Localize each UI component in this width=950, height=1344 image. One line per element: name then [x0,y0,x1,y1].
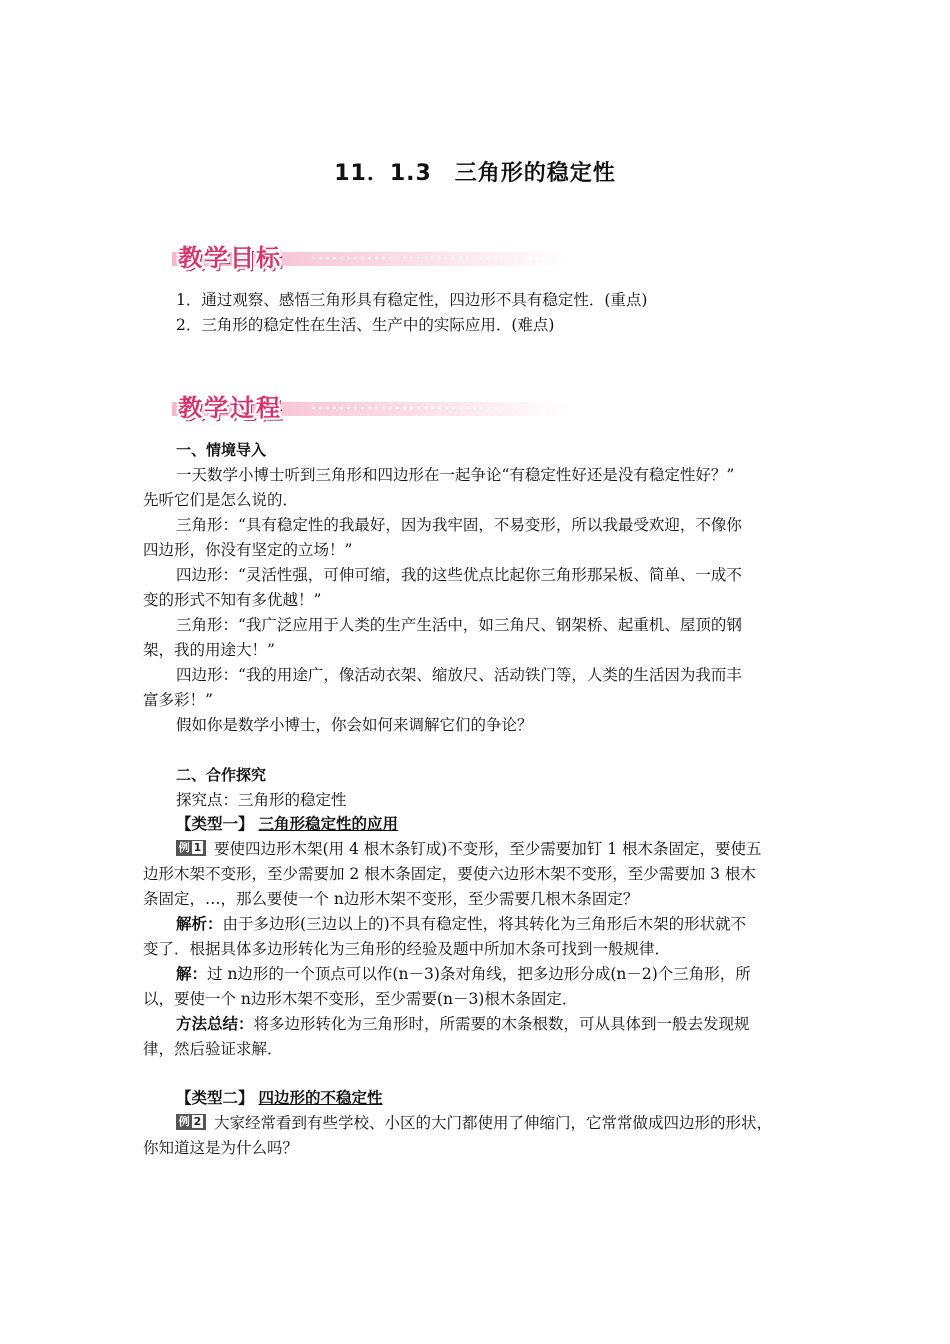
method-line: 方法总结：将多边形转化为三角形时，所需要的木条根数，可从具体到一般去发现规 [176,1015,750,1033]
section-banner-goals [172,236,572,272]
type-one-heading [176,812,813,837]
paragraph-line: 以，要使一个 n边形木架不变形，至少需要(n－3)根木条固定． [143,990,578,1008]
type-name: 三角形稳定性的应用 [258,815,398,833]
example-badge: 例 1 [176,840,206,856]
heading-explore: 二、合作探究 [176,766,267,784]
section-title-process: 教学过程 [178,394,282,422]
type-name: 四边形的不稳定性 [258,1089,383,1107]
paragraph-line: 三角形：“我广泛应用于人类的生产生活中，如三角尺、钢架桥、起重机、屋顶的钢 [176,616,742,634]
type-two-heading [176,1086,813,1111]
type-tag: 【类型一】 [176,815,254,833]
banner-dots [310,256,562,260]
paragraph-line: 架，我的用途大！” [143,641,275,659]
paragraph-line: 四边形，你没有坚定的立场！” [143,541,353,559]
paragraph-line: 三角形：“具有稳定性的我最好，因为我牢固，不易变形，所以我最受欢迎，不像你 [176,516,742,534]
paragraph-line: 一天数学小博士听到三角形和四边形在一起争论“有稳定性好还是没有稳定性好？” [176,466,735,484]
analysis-label: 解析： [176,915,223,933]
example-two-line: 例 2 大家经常看到有些学校、小区的大门都使用了伸缩门，它常常做成四边形的形状， [176,1111,813,1136]
page-title: 11．1.3 三角形的稳定性 [334,161,616,186]
analysis-line: 解析：由于多边形(三边以上的)不具有稳定性，将其转化为三角形后木架的形状就不 [176,915,747,933]
banner-dots [310,406,562,410]
explore-point: 探究点：三角形的稳定性 [176,791,347,809]
paragraph-line: 变了．根据具体多边形转化为三角形的经验及题中所加木条可找到一般规律． [143,940,671,958]
paragraph-line: 条固定，…，那么要使一个 n边形木架不变形，至少需要几根木条固定？ [143,890,639,908]
type-tag: 【类型二】 [176,1089,254,1107]
paragraph-line: 假如你是数学小博士，你会如何来调解它们的争论？ [176,716,533,734]
paragraph-line: 四边形：“我的用途广，像活动衣架、缩放尺、活动铁门等，人类的生活因为我而丰 [176,666,742,684]
method-label: 方法总结： [176,1015,254,1033]
example-one-line: 例 1 要使四边形木架(用 4 根木条钉成)不变形，至少需要加钉 1 根木条固定，要使五 [176,837,813,862]
heading-intro: 一、情境导入 [176,441,267,459]
paragraph-line: 富多彩！” [143,691,213,709]
solution-line: 解：过 n边形的一个顶点可以作(n－3)条对角线，把多边形分成(n－2)个三角形，所 [176,965,751,983]
paragraph-line: 四边形：“灵活性强，可伸可缩，我的这些优点比起你三角形那呆板、简单、一成不 [176,566,742,584]
section-title-goals: 教学目标 [178,244,282,272]
paragraph-line: 你知道这是为什么吗？ [143,1139,299,1157]
paragraph-line: 律，然后验证求解． [143,1040,283,1058]
goal-item: 1．通过观察、感悟三角形具有稳定性，四边形不具有稳定性．(重点) [176,291,648,309]
goal-item: 2．三角形的稳定性在生活、生产中的实际应用．(难点) [176,316,555,334]
paragraph-line: 边形木架不变形，至少需要加 2 根木条固定，要使六边形木架不变形，至少需要加 3 根木 [143,865,756,883]
solution-label: 解： [176,965,208,983]
paragraph-line: 变的形式不知有多优越！” [143,591,322,609]
example-badge: 例 2 [176,1114,206,1130]
paragraph-line: 先听它们是怎么说的． [143,491,299,509]
section-banner-process [172,386,572,422]
